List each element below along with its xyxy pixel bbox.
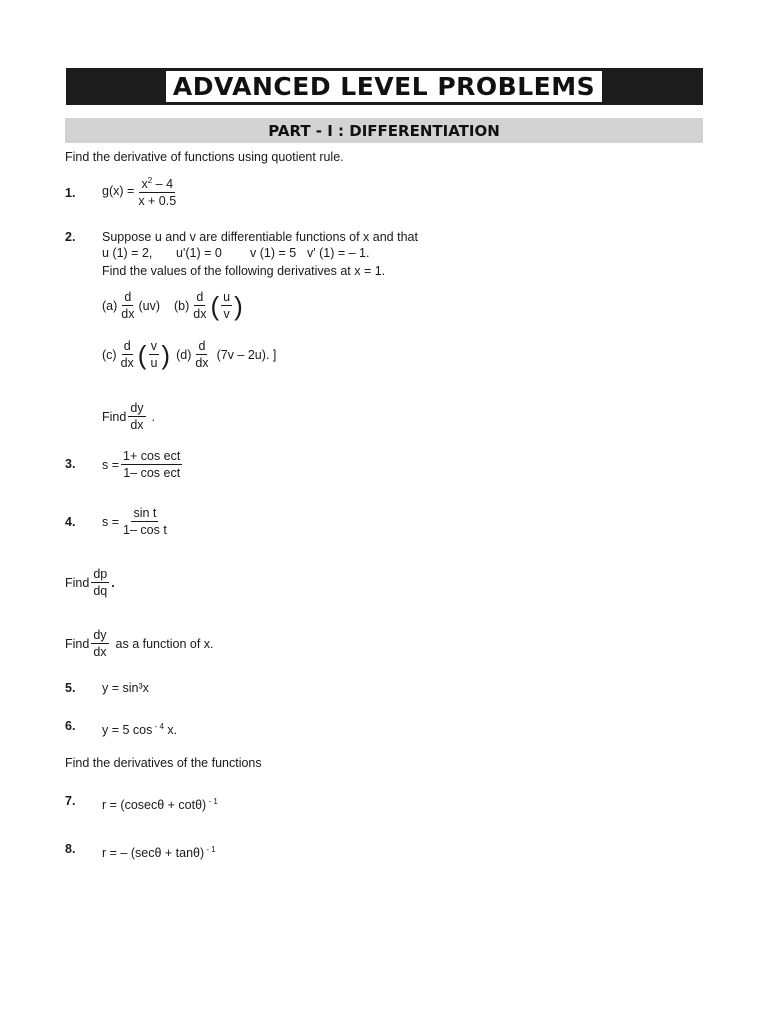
expression-rest: x.: [163, 723, 178, 738]
numerator: u: [223, 290, 231, 304]
exponent: - 1: [206, 797, 218, 806]
question-number: 5.: [65, 681, 76, 695]
expression: y = 5 cos: [102, 723, 153, 738]
question-number: 2.: [65, 230, 76, 244]
period: .: [151, 409, 156, 424]
expression: (uv): [138, 298, 161, 313]
denominator: dx: [121, 307, 135, 321]
question-number: 1.: [65, 186, 76, 200]
function-label: s =: [102, 457, 120, 472]
left-paren: (: [210, 290, 220, 321]
numerator: sin t: [133, 506, 157, 520]
given-v1: v (1) = 5: [250, 246, 297, 260]
question-number: 3.: [65, 457, 76, 471]
fraction: [193, 339, 210, 370]
part-label: (d): [176, 347, 192, 362]
expression: r = – (secθ + tanθ): [102, 846, 205, 861]
fraction: [128, 401, 145, 432]
question-3: [102, 449, 184, 480]
numerator-rest: – 4: [152, 177, 174, 192]
find-label: Find: [65, 575, 90, 590]
denominator: dx: [130, 418, 144, 432]
instruction-text: as a function of x.: [115, 636, 214, 651]
question-instruction: Find the values of the following derivatives at x = 1.: [102, 264, 386, 278]
numerator: d: [124, 290, 132, 304]
derivative-c-d: [102, 339, 276, 370]
denominator: dx: [93, 645, 107, 659]
numerator: v: [150, 339, 158, 353]
question-number: 8.: [65, 842, 76, 856]
find-dp-dq: [65, 567, 115, 598]
intro-text: Find the derivative of functions using quotient rule.: [65, 150, 344, 164]
numerator: dp: [93, 567, 108, 581]
numerator: d: [198, 339, 206, 353]
find-dy-dx: [102, 401, 155, 432]
fraction: [91, 628, 108, 659]
section-heading: PART - I : DIFFERENTIATION: [65, 118, 703, 143]
numerator: d: [196, 290, 204, 304]
fraction: [121, 506, 169, 537]
period: .: [111, 575, 115, 590]
question-text: Suppose u and v are differentiable functions of x and that: [102, 230, 418, 244]
expression: r = (cosecθ + cotθ): [102, 798, 207, 813]
numerator: 1+ cos ect: [123, 449, 181, 463]
function-label: s =: [102, 514, 120, 529]
given-u1: u (1) = 2,: [102, 246, 153, 260]
question-number: 4.: [65, 515, 76, 529]
fraction: [119, 290, 136, 321]
intro-text-2: Find the derivatives of the functions: [65, 756, 262, 770]
question-number: 6.: [65, 719, 76, 733]
question-4: [102, 506, 171, 537]
fraction: [119, 339, 136, 370]
denominator: dx: [120, 356, 134, 370]
right-paren: ): [234, 290, 243, 321]
right-paren: ): [161, 339, 171, 370]
denominator: x + 0.5: [138, 194, 177, 209]
given-dv1: v' (1) = – 1.: [307, 246, 370, 260]
function-label: g(x) =: [102, 184, 135, 199]
part-label: (c): [102, 347, 117, 362]
question-1: [102, 174, 180, 208]
exponent: - 4: [152, 722, 164, 731]
denominator: dx: [193, 307, 207, 321]
numerator: d: [123, 339, 131, 353]
exponent: - 1: [204, 845, 216, 854]
denominator: 1– cos t: [123, 523, 167, 537]
fraction: [148, 339, 159, 370]
denominator: dx: [195, 356, 209, 370]
numerator: dy: [130, 401, 144, 415]
question-number: 7.: [65, 794, 76, 808]
fraction: [91, 567, 109, 598]
given-du1: u'(1) = 0: [176, 246, 222, 260]
page-title: ADVANCED LEVEL PROBLEMS: [165, 70, 603, 103]
expression: (7v – 2u). ]: [216, 347, 277, 362]
denominator: u: [150, 356, 158, 370]
derivative-a-b: [102, 290, 243, 321]
fraction: [191, 290, 208, 321]
question-6-expression: [102, 719, 177, 738]
denominator: v: [223, 307, 230, 321]
question-7-expression: [102, 794, 218, 813]
numerator: dy: [93, 628, 107, 642]
fraction: [136, 174, 178, 208]
question-8-expression: [102, 842, 216, 861]
exponent: 2: [147, 176, 153, 185]
find-dy-dx-function: [65, 628, 214, 659]
left-paren: (: [137, 339, 147, 370]
fraction: [121, 449, 182, 480]
numerator: x: [141, 177, 148, 192]
denominator: dq: [93, 584, 108, 598]
question-5-expression: y = sin³x: [102, 681, 149, 695]
find-label: Find: [65, 636, 90, 651]
find-label: Find: [102, 409, 127, 424]
part-label: (a): [102, 298, 118, 313]
fraction: [221, 290, 232, 321]
part-label: (b): [174, 298, 190, 313]
denominator: 1– cos ect: [123, 466, 181, 480]
